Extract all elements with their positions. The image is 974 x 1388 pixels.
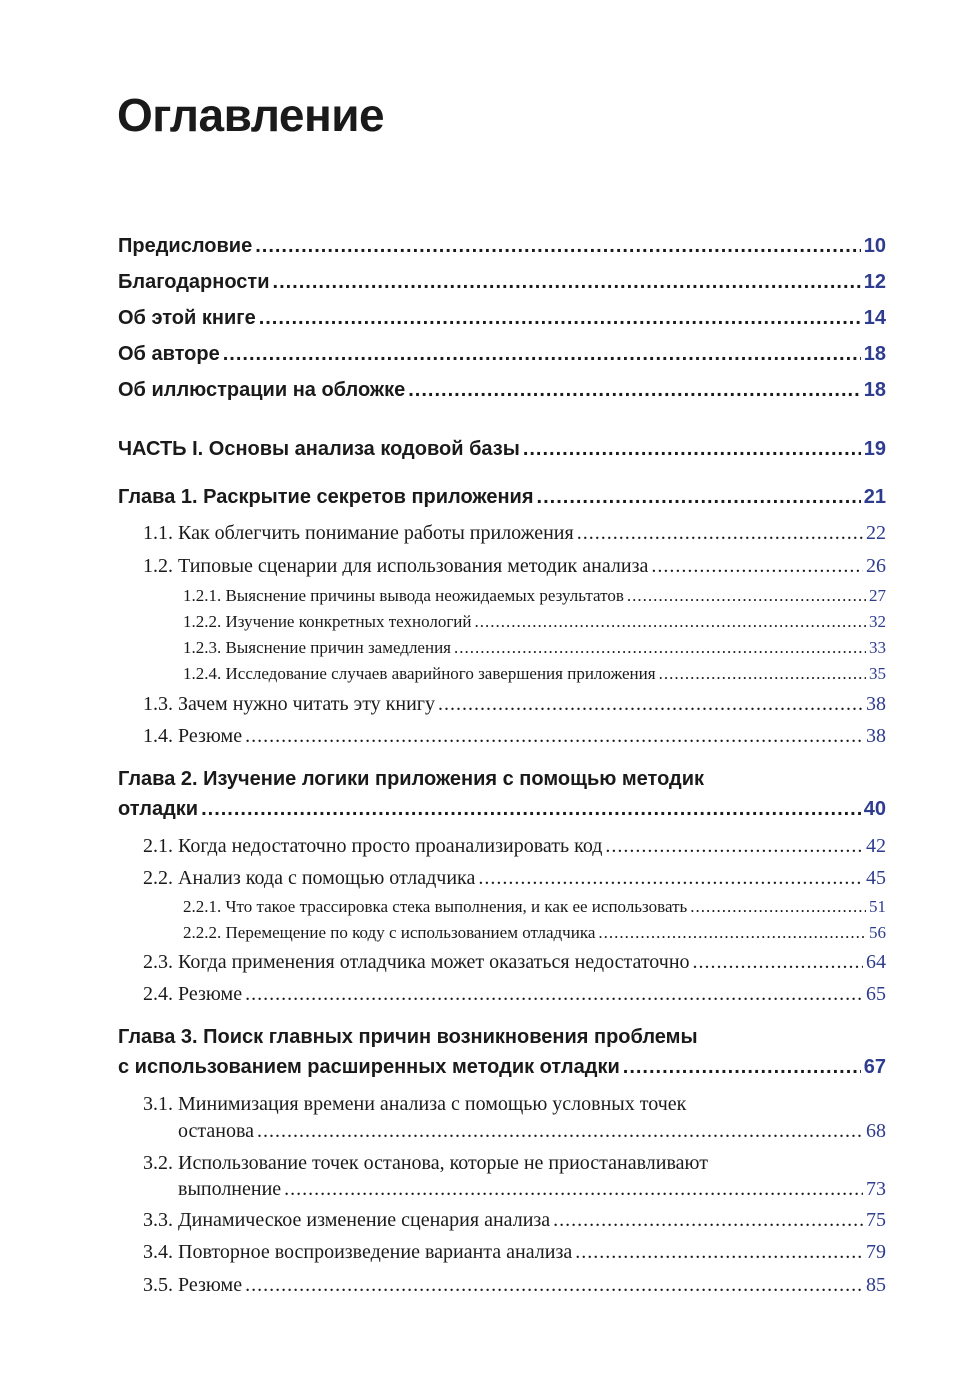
- toc-entry-title: Благодарности: [118, 271, 270, 293]
- toc-page-number: 33: [869, 638, 886, 657]
- toc-page-number: 38: [866, 725, 886, 747]
- toc-entry[interactable]: [183, 924, 886, 941]
- toc-entry-title-continued: отладки: [118, 798, 199, 820]
- toc-entry[interactable]: [183, 587, 886, 604]
- toc-page-number: 79: [866, 1241, 886, 1263]
- dot-leader: [475, 613, 867, 630]
- dot-leader: [623, 1057, 861, 1077]
- toc-page-number: 56: [869, 923, 886, 942]
- toc-entry-title: 2.4. Резюме: [143, 983, 243, 1005]
- toc-entry-title[interactable]: Глава 2. Изучение логики приложения с помощью методик: [118, 768, 705, 790]
- toc-entry[interactable]: [118, 272, 886, 292]
- toc-page-number: 65: [866, 983, 886, 1005]
- toc-entry[interactable]: [143, 1275, 886, 1295]
- toc-page-number: 19: [863, 438, 886, 460]
- toc-page-number: 73: [866, 1178, 886, 1200]
- dot-leader: [201, 799, 861, 819]
- toc-entry-title: 1.4. Резюме: [143, 725, 243, 747]
- toc-entry[interactable]: [178, 1179, 886, 1199]
- toc-entry-title: 1.2.3. Выяснение причин замедления: [183, 638, 451, 657]
- dot-leader: [255, 236, 861, 256]
- toc-page-number: 10: [863, 235, 886, 257]
- dot-leader: [577, 523, 863, 543]
- toc-entry-title-continued: с использованием расширенных методик отладки: [118, 1056, 620, 1078]
- dot-leader: [408, 380, 861, 400]
- toc-entry-title: 3.3. Динамическое изменение сценария анализа: [143, 1209, 551, 1231]
- dot-leader: [478, 868, 863, 888]
- dot-leader: [553, 1210, 863, 1230]
- toc-entry[interactable]: [143, 694, 886, 714]
- toc-page-number: 26: [866, 555, 886, 577]
- dot-leader: [651, 556, 863, 576]
- toc-entry-title: ЧАСТЬ I. Основы анализа кодовой базы: [118, 438, 520, 460]
- dot-leader: [598, 924, 866, 941]
- dot-leader: [690, 898, 866, 915]
- toc-entry-title: 2.2.1. Что такое трассировка стека выполнения, и как ее использовать: [183, 897, 688, 916]
- dot-leader: [259, 308, 861, 328]
- toc-entry[interactable]: [118, 487, 886, 507]
- toc-entry-title-continued: останова: [178, 1120, 254, 1142]
- toc-entry-title: 2.3. Когда применения отладчика может оказаться недостаточно: [143, 951, 690, 973]
- toc-page-number: 22: [866, 522, 886, 544]
- toc-entry[interactable]: [183, 665, 886, 682]
- toc-entry[interactable]: [183, 639, 886, 656]
- toc-page-number: 64: [866, 951, 886, 973]
- toc-entry[interactable]: [143, 1242, 886, 1262]
- toc-page-number: 18: [863, 379, 886, 401]
- toc-page-number: 14: [863, 307, 886, 329]
- toc-entry[interactable]: [118, 380, 886, 400]
- toc-page-number: 40: [863, 798, 886, 820]
- dot-leader: [659, 665, 866, 682]
- page-title: Оглавление: [117, 89, 385, 141]
- toc-entry-title: 1.2.4. Исследование случаев аварийного завершения приложения: [183, 664, 656, 683]
- toc-entry[interactable]: [143, 556, 886, 576]
- toc-page-number: 38: [866, 693, 886, 715]
- toc-entry[interactable]: [143, 726, 886, 746]
- toc-entry[interactable]: [118, 236, 886, 256]
- toc-entry-title: Об авторе: [118, 343, 220, 365]
- toc-entry[interactable]: [118, 799, 886, 819]
- toc-page-number: 68: [866, 1120, 886, 1142]
- toc-entry-title: 2.2. Анализ кода с помощью отладчика: [143, 867, 476, 889]
- toc-entry[interactable]: [143, 523, 886, 543]
- toc-entry-title: 3.5. Резюме: [143, 1274, 243, 1296]
- toc-entry-title: Предисловие: [118, 235, 253, 257]
- toc-entry-title[interactable]: 3.1. Минимизация времени анализа с помощью условных точек: [143, 1093, 687, 1115]
- dot-leader: [223, 344, 861, 364]
- toc-entry[interactable]: [178, 1121, 886, 1141]
- toc-entry-title: 2.2.2. Перемещение по коду с использованием отладчика: [183, 923, 596, 942]
- toc-entry-title: 1.2.2. Изучение конкретных технологий: [183, 612, 472, 631]
- toc-entry[interactable]: [183, 898, 886, 915]
- dot-leader: [627, 587, 866, 604]
- toc-page-number: 32: [869, 612, 886, 631]
- dot-leader: [273, 272, 861, 292]
- toc-entry[interactable]: [118, 308, 886, 328]
- dot-leader: [575, 1242, 863, 1262]
- toc-entry[interactable]: [118, 344, 886, 364]
- dot-leader: [284, 1179, 863, 1199]
- dot-leader: [245, 726, 863, 746]
- toc-entry[interactable]: [118, 439, 886, 459]
- dot-leader: [454, 639, 866, 656]
- toc-page-number: 18: [863, 343, 886, 365]
- dot-leader: [523, 439, 861, 459]
- dot-leader: [605, 836, 863, 856]
- toc-page-number: 75: [866, 1209, 886, 1231]
- dot-leader: [438, 694, 863, 714]
- toc-page-number: 85: [866, 1274, 886, 1296]
- dot-leader: [245, 1275, 863, 1295]
- toc-entry[interactable]: [143, 868, 886, 888]
- toc-page-number: 45: [866, 867, 886, 889]
- toc-entry[interactable]: [183, 613, 886, 630]
- toc-page-number: 21: [863, 486, 886, 508]
- toc-entry-title: 3.4. Повторное воспроизведение варианта анализа: [143, 1241, 573, 1263]
- toc-entry-title[interactable]: Глава 3. Поиск главных причин возникновения проблемы: [118, 1026, 698, 1048]
- toc-page-number: 12: [863, 271, 886, 293]
- toc-page-number: 35: [869, 664, 886, 683]
- toc-page-number: 42: [866, 835, 886, 857]
- toc-entry-title: Глава 1. Раскрытие секретов приложения: [118, 486, 534, 508]
- toc-entry-title: 1.1. Как облегчить понимание работы приложения: [143, 522, 574, 544]
- toc-entry[interactable]: [143, 1210, 886, 1230]
- toc-page-number: 67: [863, 1056, 886, 1078]
- toc-entry-title-continued: выполнение: [178, 1178, 282, 1200]
- dot-leader: [245, 984, 863, 1004]
- dot-leader: [537, 487, 861, 507]
- toc-entry-title[interactable]: 3.2. Использование точек останова, которые не приостанавливают: [143, 1152, 708, 1174]
- toc-entry[interactable]: [143, 836, 886, 856]
- toc-entry-title: Об иллюстрации на обложке: [118, 379, 406, 401]
- toc-entry[interactable]: [118, 1057, 886, 1077]
- toc-entry-title: 1.2.1. Выяснение причины вывода неожидаемых результатов: [183, 586, 624, 605]
- toc-entry[interactable]: [143, 952, 886, 972]
- dot-leader: [257, 1121, 863, 1141]
- toc-entry-title: 1.2. Типовые сценарии для использования методик анализа: [143, 555, 649, 577]
- toc-entry-title: 1.3. Зачем нужно читать эту книгу: [143, 693, 436, 715]
- dot-leader: [693, 952, 863, 972]
- toc-entry-title: 2.1. Когда недостаточно просто проанализировать код: [143, 835, 603, 857]
- toc-entry-title: Об этой книге: [118, 307, 256, 329]
- toc-page-number: 51: [869, 897, 886, 916]
- toc-entry[interactable]: [143, 984, 886, 1004]
- toc-page-number: 27: [869, 586, 886, 605]
